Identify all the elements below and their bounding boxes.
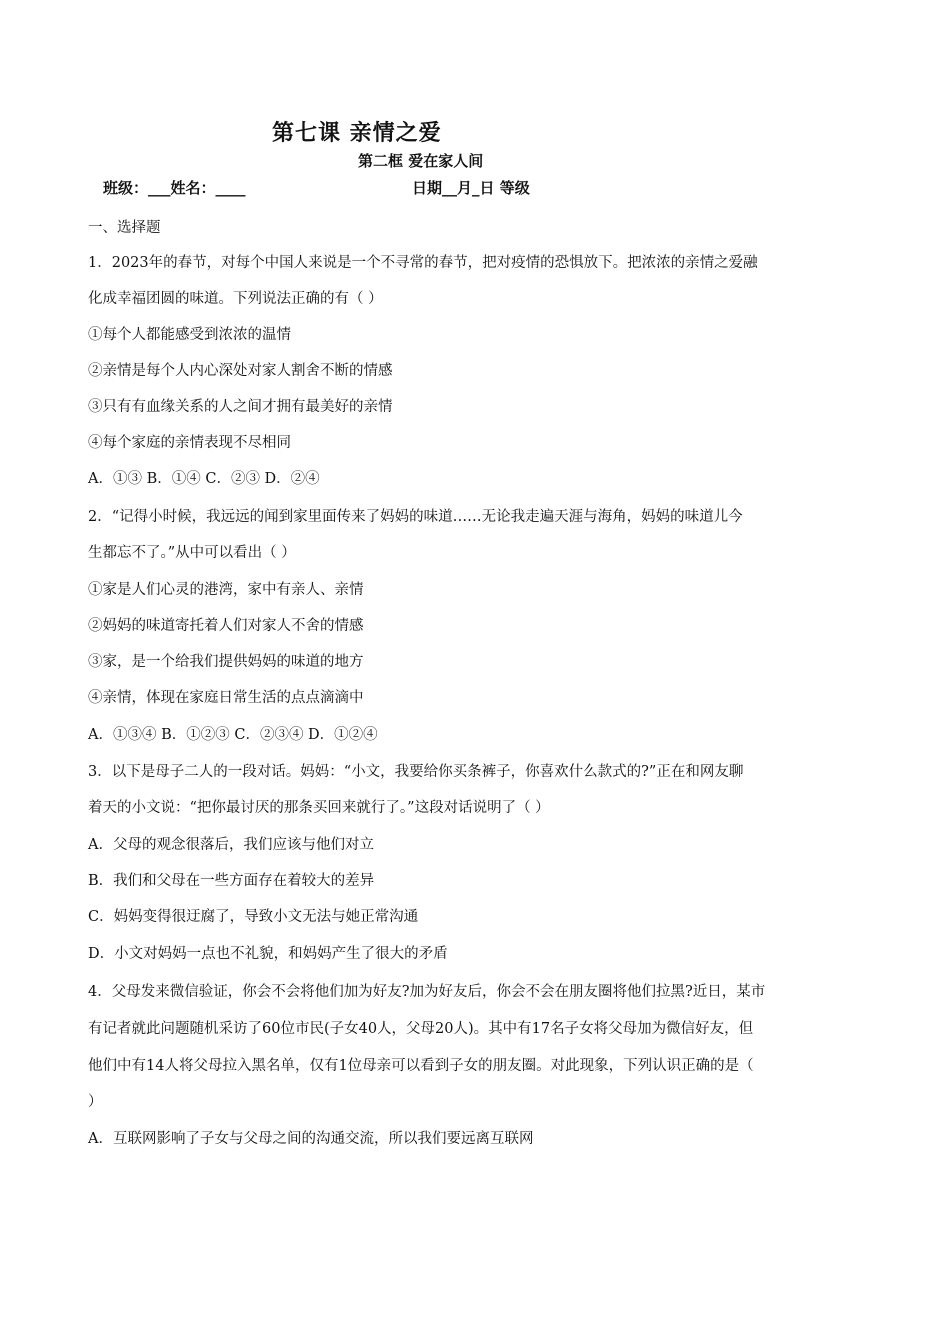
lesson-subtitle: 第二框 爱在家人间 bbox=[358, 152, 484, 170]
answer-option: D．小文对妈妈一点也不礼貌，和妈妈产生了很大的矛盾 bbox=[88, 946, 448, 962]
question-stem-line: 1．2023年的春节，对每个中国人来说是一个不寻常的春节，把对疫情的恐惧放下。把浓浓的亲情之爱融 bbox=[88, 255, 758, 271]
answer-options: A．①③④ B．①②③ C．②③④ D．①②④ bbox=[88, 727, 378, 743]
question-stem-line: 有记者就此问题随机采访了60位市民(子女40人，父母20人)。其中有17名子女将父母加为微信好友，但 bbox=[88, 1021, 754, 1037]
statement-item: ②妈妈的味道寄托着人们对家人不舍的情感 bbox=[88, 618, 364, 634]
question-stem-line: 2．“记得小时候，我远远的闻到家里面传来了妈妈的味道……无论我走遍天涯与海角，妈妈的味道儿今 bbox=[88, 509, 743, 525]
question-stem-line: 生都忘不了。”从中可以看出（ ） bbox=[88, 545, 296, 561]
question-stem-line: 化成幸福团圆的味道。下列说法正确的有（ ） bbox=[88, 291, 383, 307]
statement-item: ④亲情，体现在家庭日常生活的点点滴滴中 bbox=[88, 690, 364, 706]
statement-item: ②亲情是每个人内心深处对家人割舍不断的情感 bbox=[88, 363, 393, 379]
class-name-fields: 班级：___姓名：____ bbox=[103, 179, 246, 197]
statement-item: ①家是人们心灵的港湾，家中有亲人、亲情 bbox=[88, 582, 364, 598]
question-stem-line: 他们中有14人将父母拉入黑名单，仅有1位母亲可以看到子女的朋友圈。对此现象，下列认识正确的是（ bbox=[88, 1058, 754, 1074]
question-stem-line: 3．以下是母子二人的一段对话。妈妈：“小文，我要给你买条裤子，你喜欢什么款式的?”正在和网友聊 bbox=[88, 764, 744, 780]
statement-item: ③只有有血缘关系的人之间才拥有最美好的亲情 bbox=[88, 399, 393, 415]
section-heading: 一、选择题 bbox=[88, 220, 161, 236]
question-stem-line: ） bbox=[88, 1094, 103, 1110]
statement-item: ④每个家庭的亲情表现不尽相同 bbox=[88, 435, 291, 451]
lesson-title: 第七课 亲情之爱 bbox=[272, 120, 442, 146]
question-stem-line: 着天的小文说：“把你最讨厌的那条买回来就行了。”这段对话说明了（ ） bbox=[88, 800, 550, 816]
answer-option: A．父母的观念很落后，我们应该与他们对立 bbox=[88, 837, 374, 853]
answer-option: C．妈妈变得很迂腐了，导致小文无法与她正常沟通 bbox=[88, 909, 419, 925]
statement-item: ①每个人都能感受到浓浓的温情 bbox=[88, 327, 291, 343]
question-stem-line: 4．父母发来微信验证，你会不会将他们加为好友?加为好友后，你会不会在朋友圈将他们拉黑?近日，某市 bbox=[88, 984, 766, 1000]
date-grade-fields: 日期__月_日 等级 bbox=[412, 179, 530, 197]
answer-option: B．我们和父母在一些方面存在着较大的差异 bbox=[88, 873, 375, 889]
answer-option: A．互联网影响了子女与父母之间的沟通交流，所以我们要远离互联网 bbox=[88, 1131, 534, 1147]
statement-item: ③家，是一个给我们提供妈妈的味道的地方 bbox=[88, 654, 364, 670]
answer-options: A．①③ B．①④ C．②③ D．②④ bbox=[88, 471, 320, 487]
